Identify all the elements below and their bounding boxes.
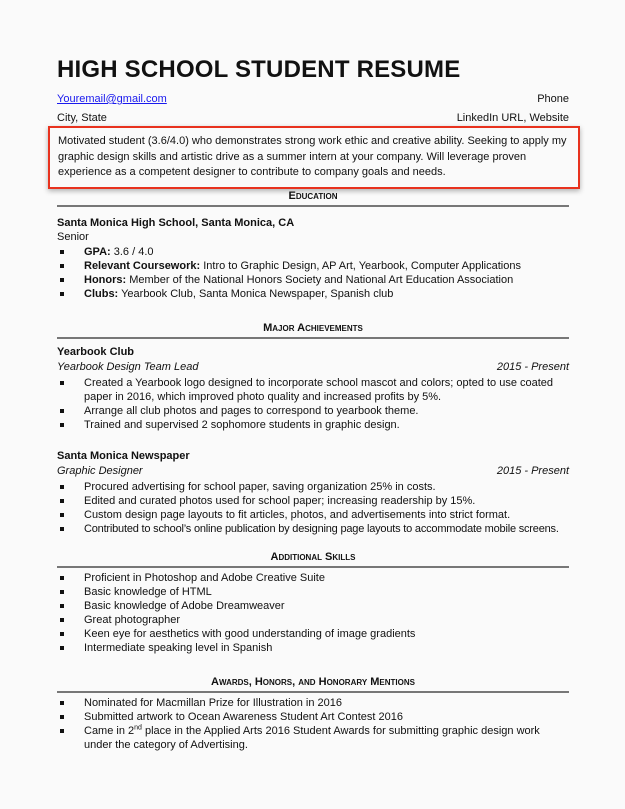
contact-row-1 bbox=[57, 92, 569, 106]
bullet-icon bbox=[60, 715, 64, 719]
item-text: Proficient in Photoshop and Adobe Creative Suite bbox=[84, 572, 325, 584]
bullet-icon bbox=[60, 250, 64, 254]
divider bbox=[57, 205, 569, 207]
bullet-icon bbox=[60, 499, 64, 503]
item-text: place in the Applied Arts 2016 Student Awards for submitting graphic design work under the category of Advertising. bbox=[84, 725, 540, 751]
bullet-icon bbox=[60, 576, 64, 580]
item-text: Trained and supervised 2 sophomore students in graphic design. bbox=[84, 419, 400, 431]
list-item bbox=[57, 404, 569, 418]
list-item bbox=[57, 710, 569, 724]
list-item bbox=[57, 508, 569, 522]
list-item bbox=[57, 696, 569, 710]
skills-heading: Additional Skills bbox=[270, 551, 356, 563]
bullet-icon bbox=[60, 278, 64, 282]
item-text: Great photographer bbox=[84, 614, 181, 626]
summary-highlight: Motivated student (3.6/4.0) who demonstrates strong work ethic and creative ability. Seeking to apply my graphic design skills and artistic drive as a summer intern at your company. Will leverage proven experience as a competent designer to contribute to company goals and needs. bbox=[48, 126, 580, 189]
item-text: Created a Yearbook logo designed to incorporate school mascot and colors; opted to use coated paper in 2016, which improved photo quality and increased profits by 5%. bbox=[84, 377, 554, 403]
bullet-icon bbox=[60, 604, 64, 608]
item-text: 3.6 / 4.0 bbox=[110, 246, 154, 258]
education-heading: Education bbox=[288, 190, 338, 202]
divider bbox=[57, 691, 569, 693]
list-item bbox=[57, 599, 569, 613]
item-text: Arrange all club photos and pages to correspond to yearbook theme. bbox=[84, 405, 419, 417]
bullet-icon bbox=[60, 527, 64, 531]
bullet-icon bbox=[60, 409, 64, 413]
contact-row-2 bbox=[57, 111, 569, 125]
list-item bbox=[57, 724, 569, 752]
item-text: Keen eye for aesthetics with good understanding of image gradients bbox=[84, 628, 416, 640]
list-item bbox=[57, 480, 569, 494]
bullet-icon bbox=[60, 292, 64, 296]
bullet-icon bbox=[60, 590, 64, 594]
links: LinkedIn URL, Website bbox=[456, 112, 569, 124]
location: City, State bbox=[57, 112, 107, 124]
item-label: Honors: bbox=[84, 274, 127, 286]
item-text: Intermediate speaking level in Spanish bbox=[84, 642, 273, 654]
bullet-icon bbox=[60, 513, 64, 517]
awards-heading: Awards, Honors, and Honorary Mentions bbox=[211, 676, 415, 688]
item-label: Clubs: bbox=[84, 288, 119, 300]
bullet-icon bbox=[60, 701, 64, 705]
list-item bbox=[57, 245, 569, 259]
bullet-icon bbox=[60, 485, 64, 489]
list-item bbox=[57, 376, 569, 404]
resume-title: HIGH SCHOOL STUDENT RESUME bbox=[57, 56, 461, 83]
skills-section-header bbox=[57, 551, 569, 568]
item-text: Yearbook Club, Santa Monica Newspaper, Spanish club bbox=[118, 288, 394, 300]
bullet-icon bbox=[60, 632, 64, 636]
divider bbox=[57, 566, 569, 568]
role: Yearbook Design Team Lead bbox=[57, 361, 199, 373]
item-text: Procured advertising for school paper, saving organization 25% in costs. bbox=[84, 481, 436, 493]
achievements-heading: Major Achievements bbox=[263, 322, 363, 334]
org-name: Yearbook Club bbox=[57, 346, 135, 358]
education-section-header bbox=[57, 190, 569, 207]
dates: 2015 - Present bbox=[496, 465, 569, 477]
item-text: Custom design page layouts to fit articles, photos, and advertisements into strict format. bbox=[84, 509, 511, 521]
grade: Senior bbox=[57, 231, 89, 243]
bullet-icon bbox=[60, 618, 64, 622]
list-item bbox=[57, 259, 569, 273]
achievements-section-header bbox=[57, 322, 569, 339]
education-block bbox=[57, 216, 569, 301]
list-item bbox=[57, 585, 569, 599]
ordinal-suffix: nd bbox=[134, 724, 142, 732]
list-item bbox=[57, 418, 569, 432]
item-text: Came in 2 bbox=[84, 725, 135, 737]
item-text: Submitted artwork to Ocean Awareness Student Art Contest 2016 bbox=[84, 711, 403, 723]
skills-list bbox=[57, 571, 569, 655]
item-text: Basic knowledge of HTML bbox=[84, 586, 212, 598]
item-text: Edited and curated photos used for school paper; increasing readership by 15%. bbox=[84, 495, 476, 507]
bullet-icon bbox=[60, 646, 64, 650]
list-item bbox=[57, 522, 569, 536]
item-text: Basic knowledge of Adobe Dreamweaver bbox=[84, 600, 285, 612]
item-text: Member of the National Honors Society and National Art Education Association bbox=[126, 274, 514, 286]
item-text: Intro to Graphic Design, AP Art, Yearbook, Computer Applications bbox=[200, 260, 521, 272]
awards-section-header bbox=[57, 676, 569, 693]
list-item bbox=[57, 287, 569, 301]
bullet-icon bbox=[60, 423, 64, 427]
role: Graphic Designer bbox=[57, 465, 143, 477]
list-item bbox=[57, 571, 569, 585]
bullet-icon bbox=[60, 729, 64, 733]
phone: Phone bbox=[537, 93, 569, 105]
divider bbox=[57, 337, 569, 339]
achievement-entry bbox=[57, 449, 569, 536]
item-text: Nominated for Macmillan Prize for Illustration in 2016 bbox=[84, 697, 343, 709]
list-item bbox=[57, 613, 569, 627]
school-name: Santa Monica High School, Santa Monica, CA bbox=[57, 217, 295, 229]
bullet-icon bbox=[60, 264, 64, 268]
list-item bbox=[57, 273, 569, 287]
list-item bbox=[57, 627, 569, 641]
item-label: GPA: bbox=[84, 246, 111, 258]
email-link[interactable]: Youremail@gmail.com bbox=[57, 93, 167, 105]
list-item bbox=[57, 641, 569, 655]
awards-list bbox=[57, 696, 569, 752]
item-label: Relevant Coursework: bbox=[84, 260, 201, 272]
list-item bbox=[57, 494, 569, 508]
dates: 2015 - Present bbox=[496, 361, 569, 373]
achievement-entry bbox=[57, 345, 569, 432]
bullet-icon bbox=[60, 381, 64, 385]
item-text: Contributed to school’s online publication by designing page layouts to accommodate mobile screens. bbox=[84, 523, 559, 535]
org-name: Santa Monica Newspaper bbox=[57, 450, 190, 462]
